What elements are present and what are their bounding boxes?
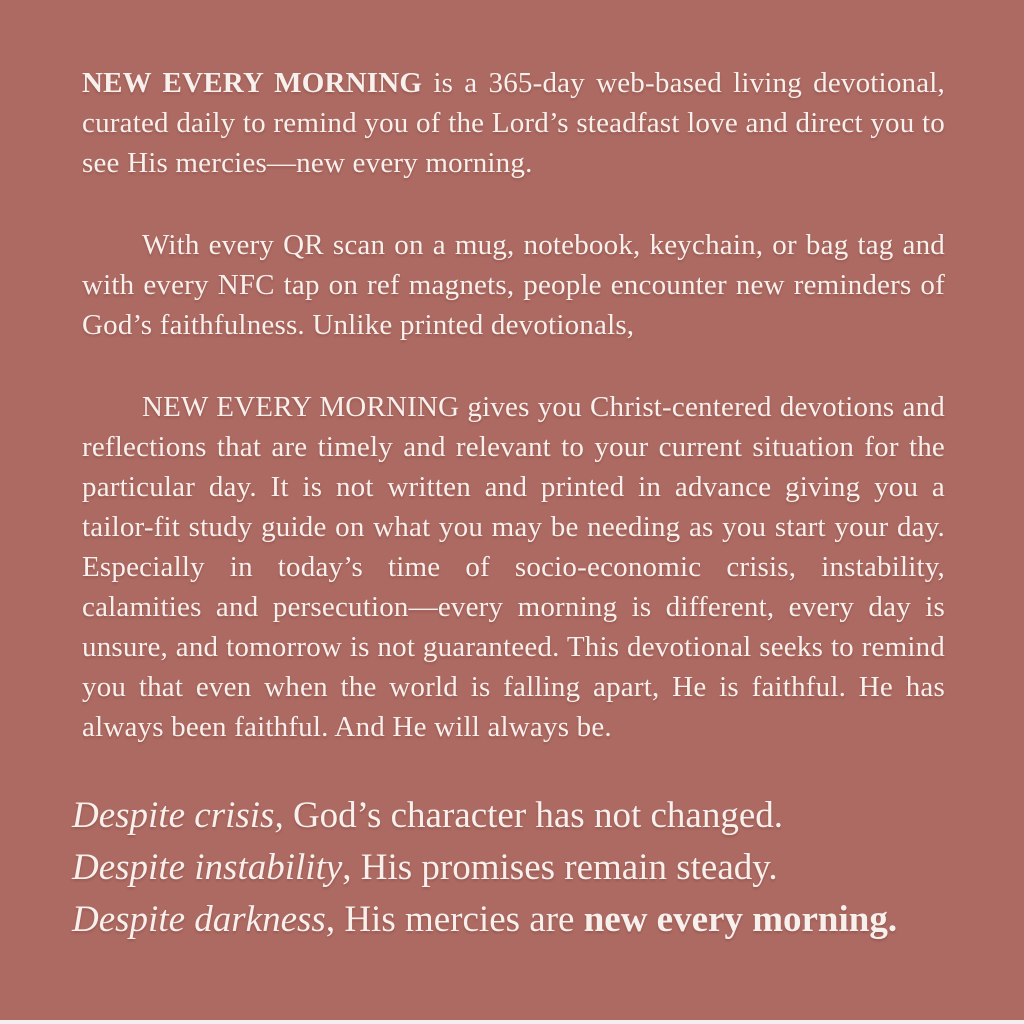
paragraph-qr-nfc bbox=[82, 225, 945, 345]
closing-line-darkness-regular: , His mercies are bbox=[325, 899, 584, 940]
closing-statements bbox=[72, 790, 1012, 946]
paragraph-devotions bbox=[82, 387, 945, 747]
closing-line-instability-italic: Despite instability bbox=[72, 847, 343, 888]
paragraph-intro-text: is a 365-day web-based living devotional, curated daily to remind you of the Lord’s steadfast love and direct you to see His mercies—new every morning. bbox=[82, 67, 945, 179]
closing-line-instability-regular: , His promises remain steady. bbox=[342, 847, 778, 888]
body-copy bbox=[82, 63, 945, 789]
bottom-edge-strip bbox=[0, 1020, 1024, 1024]
paragraph-devotions-text: NEW EVERY MORNING gives you Christ-centered devotions and reflections that are timely and relevant to your current situation for the particular day. It is not written and printed in advance giving you a tailor-fit study guide on what you may be needing as you start your day. Especially in today’s time of socio-economic crisis, instability, calamities and persecution—every morning is different, every day is unsure, and tomorrow is not guaranteed. This devotional seeks to remind you that even when the world is falling apart, He is faithful. He has always been faithful. And He will always be. bbox=[82, 391, 945, 743]
paragraph-qr-nfc-text: With every QR scan on a mug, notebook, keychain, or bag tag and with every NFC tap on ref magnets, people encounter new reminders of God’s faithfulness. Unlike printed devotionals, bbox=[82, 229, 945, 341]
brand-name-bold: NEW EVERY MORNING bbox=[82, 67, 423, 99]
closing-line-instability bbox=[72, 842, 1012, 894]
closing-line-crisis-italic: Despite crisis, bbox=[72, 795, 284, 836]
closing-line-darkness-italic: Despite darkness bbox=[72, 899, 326, 940]
closing-line-crisis-regular: God’s character has not changed. bbox=[283, 795, 784, 836]
closing-line-darkness bbox=[72, 894, 1012, 946]
closing-line-darkness-bold: new every morning. bbox=[583, 899, 898, 940]
closing-line-crisis bbox=[72, 790, 1012, 842]
paragraph-intro bbox=[82, 63, 945, 183]
